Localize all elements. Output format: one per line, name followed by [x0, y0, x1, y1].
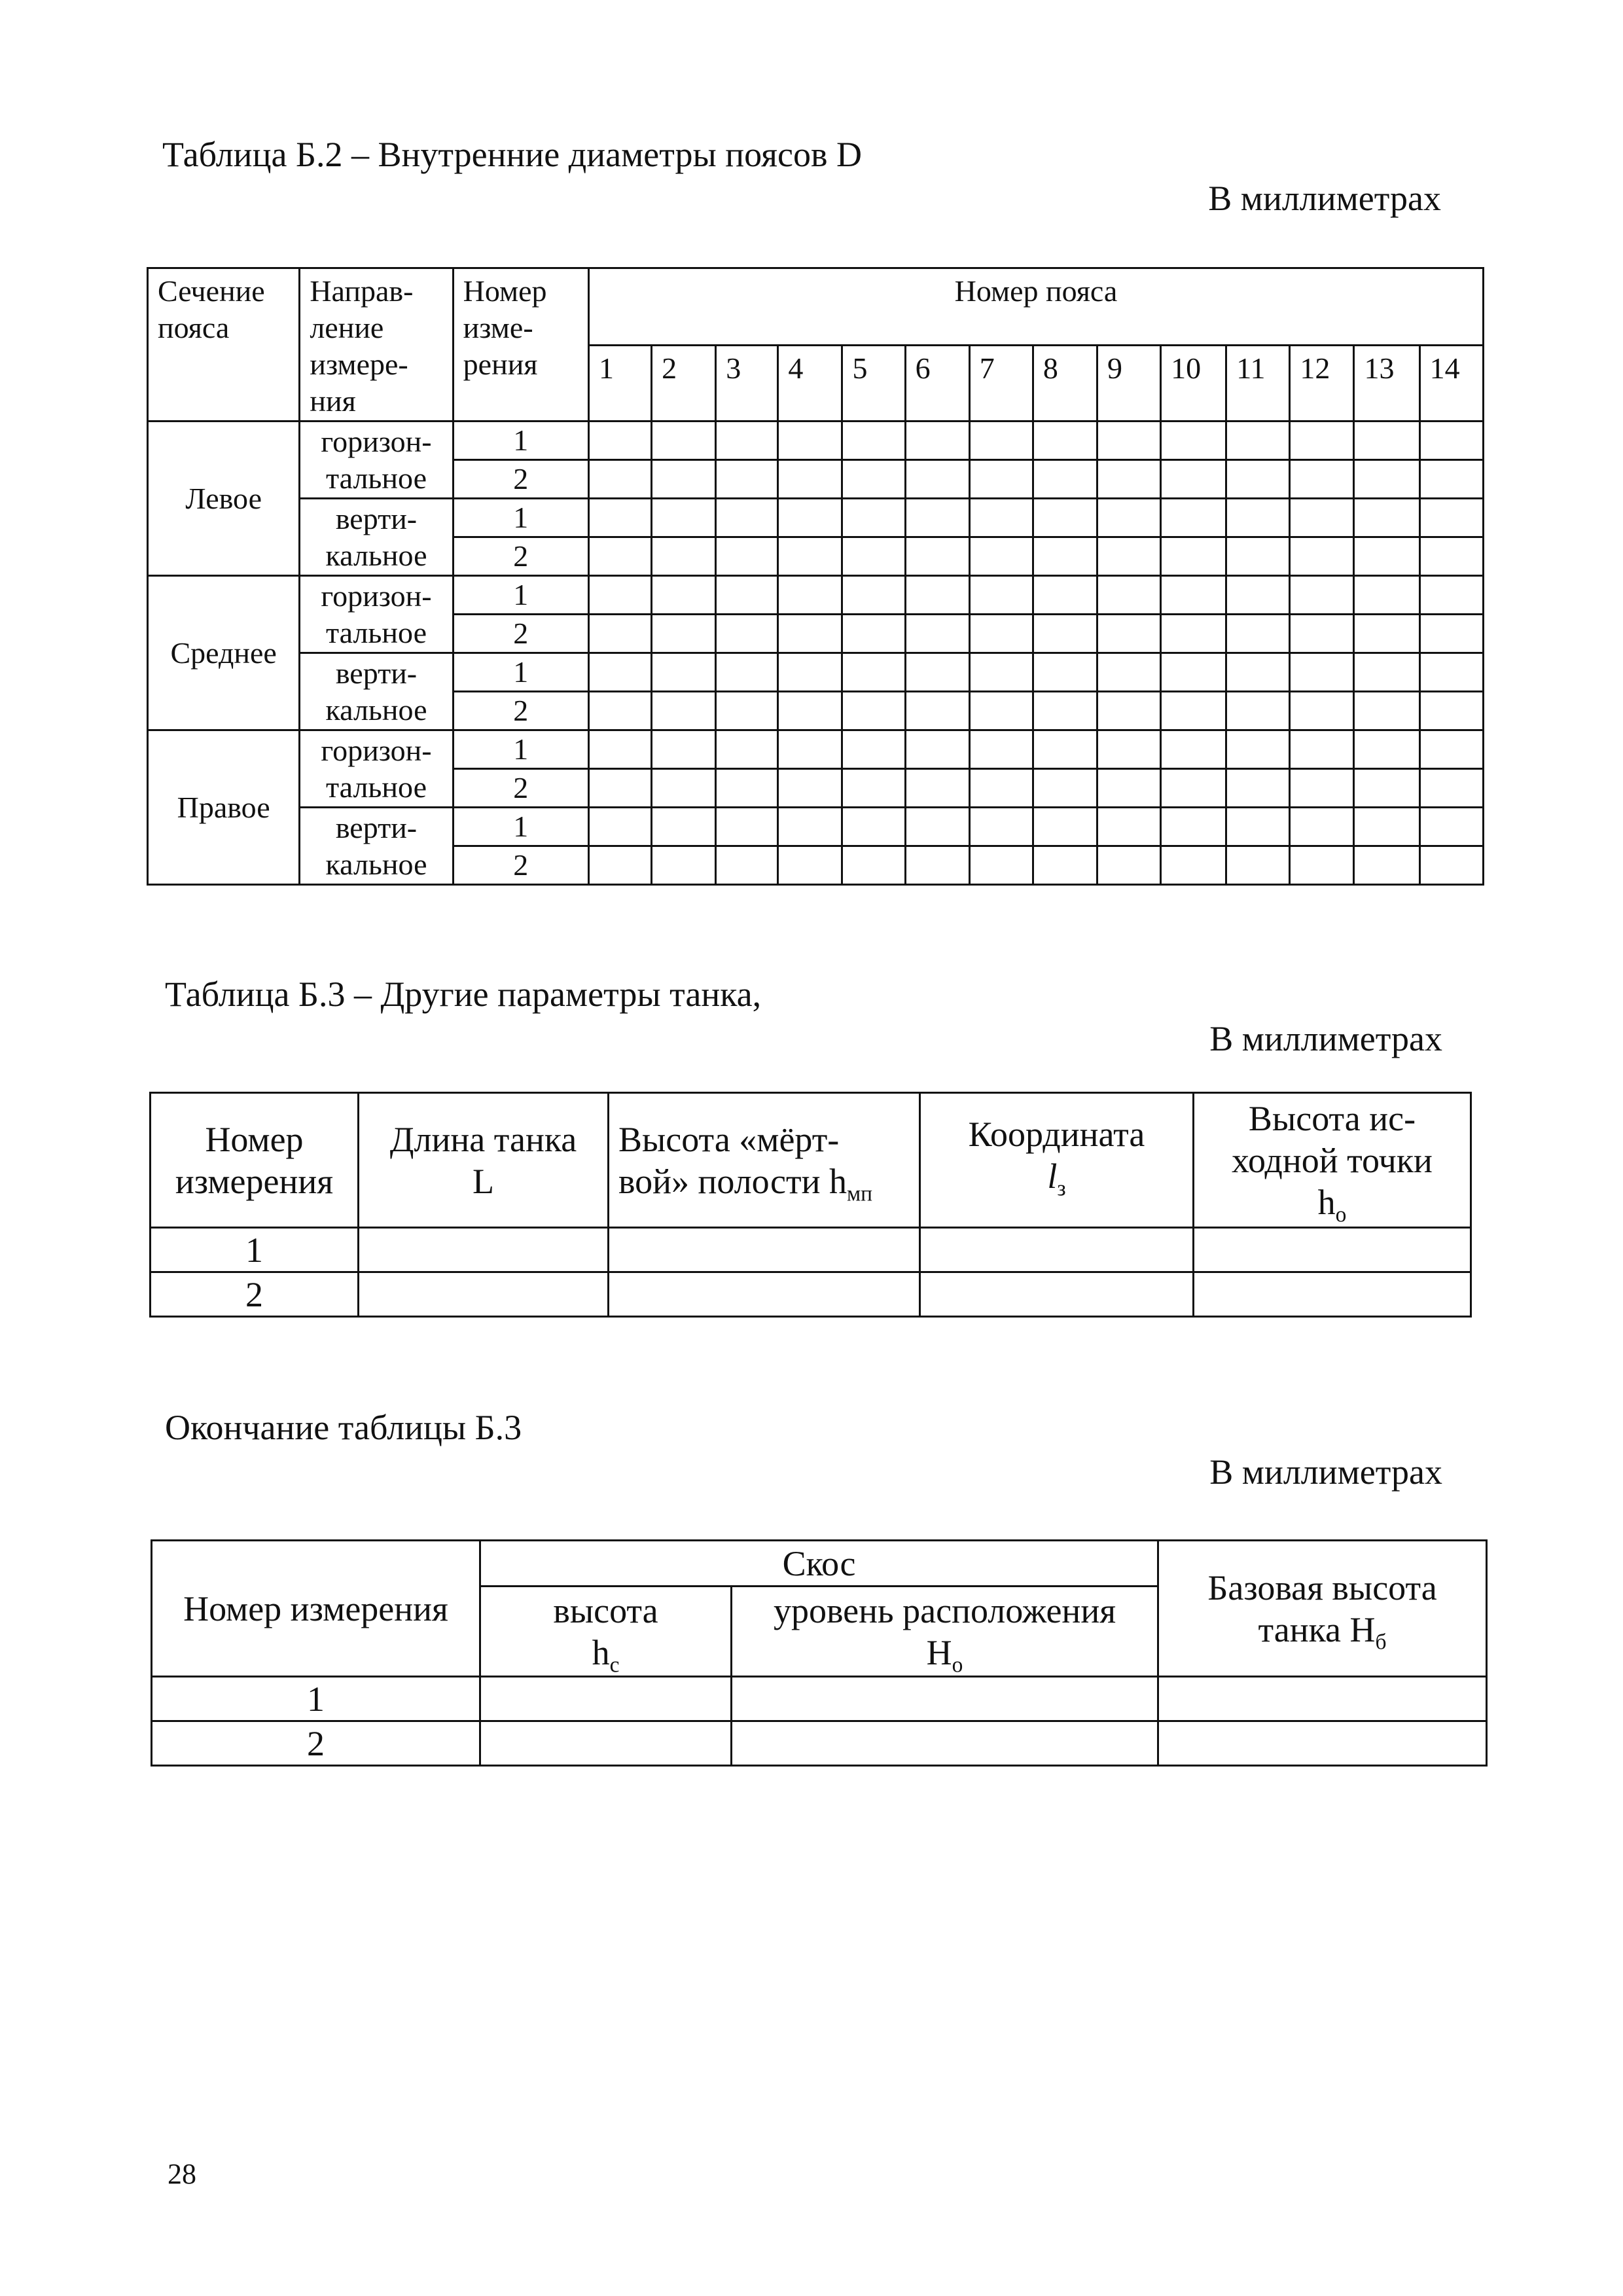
belt-number-2: 2	[652, 346, 716, 422]
empty-cell	[778, 692, 842, 730]
belt-number-8: 8	[1033, 346, 1097, 422]
empty-cell	[842, 537, 905, 576]
empty-cell	[842, 653, 905, 692]
direction-label: верти- кальное	[300, 653, 453, 730]
empty-cell	[652, 576, 716, 615]
empty-cell	[1226, 808, 1290, 846]
empty-cell	[1161, 653, 1226, 692]
empty-cell	[905, 422, 969, 460]
empty-cell	[1354, 576, 1419, 615]
empty-cell	[778, 576, 842, 615]
measurement-number: 2	[453, 460, 588, 499]
empty-cell	[652, 808, 716, 846]
empty-cell	[1161, 460, 1226, 499]
empty-cell	[1290, 692, 1354, 730]
measurement-number: 1	[453, 422, 588, 460]
measurement-number: 1	[453, 730, 588, 769]
table-row: 2	[151, 1272, 1471, 1317]
belt-number-4: 4	[778, 346, 842, 422]
empty-cell	[905, 769, 969, 808]
empty-cell	[1097, 653, 1160, 692]
empty-cell	[1033, 653, 1097, 692]
empty-cell	[1290, 769, 1354, 808]
empty-cell	[652, 499, 716, 537]
measurement-number: 1	[453, 808, 588, 846]
empty-cell	[1033, 422, 1097, 460]
direction-label: горизон- тальное	[300, 730, 453, 808]
table-row	[148, 422, 1484, 460]
empty-cell	[1161, 422, 1226, 460]
empty-cell	[842, 808, 905, 846]
empty-cell	[905, 576, 969, 615]
empty-cell	[1290, 846, 1354, 885]
empty-cell	[778, 422, 842, 460]
empty-cell	[1226, 537, 1290, 576]
empty-cell	[1419, 846, 1483, 885]
empty-cell	[588, 808, 651, 846]
empty-cell	[1033, 730, 1097, 769]
empty-cell	[652, 422, 716, 460]
empty-cell	[716, 615, 778, 653]
empty-cell	[1097, 499, 1160, 537]
empty-cell	[905, 692, 969, 730]
b3-header-coordinate: Координата $l_з$	[920, 1093, 1194, 1228]
table-b2	[147, 267, 1484, 886]
empty-cell	[842, 460, 905, 499]
belt-number-6: 6	[905, 346, 969, 422]
empty-cell	[1033, 537, 1097, 576]
table-row	[148, 808, 1484, 846]
table-row	[148, 730, 1484, 769]
empty-cell	[778, 460, 842, 499]
empty-cell	[1033, 615, 1097, 653]
empty-cell	[1290, 615, 1354, 653]
belt-number-7: 7	[969, 346, 1033, 422]
empty-cell	[1419, 460, 1483, 499]
empty-cell	[969, 422, 1033, 460]
empty-cell	[716, 537, 778, 576]
empty-cell	[842, 422, 905, 460]
measurement-number: 1	[453, 653, 588, 692]
belt-number-13: 13	[1354, 346, 1419, 422]
header-section: Сечение пояса	[148, 268, 300, 422]
empty-cell	[905, 460, 969, 499]
empty-cell	[652, 615, 716, 653]
empty-cell	[1354, 653, 1419, 692]
measurement-number: 2	[453, 692, 588, 730]
empty-cell	[1419, 692, 1483, 730]
empty-cell	[1097, 730, 1160, 769]
measurement-number: 2	[453, 769, 588, 808]
table-b3-end-units: В миллиметрах	[1209, 1452, 1442, 1492]
empty-cell	[1226, 769, 1290, 808]
table-b3-units: В миллиметрах	[1209, 1019, 1442, 1058]
empty-cell	[1419, 537, 1483, 576]
belt-number-14: 14	[1419, 346, 1483, 422]
empty-cell	[1354, 846, 1419, 885]
empty-cell	[969, 692, 1033, 730]
empty-cell	[905, 808, 969, 846]
empty-cell	[588, 730, 651, 769]
belt-number-3: 3	[716, 346, 778, 422]
empty-cell	[842, 769, 905, 808]
empty-cell	[1161, 846, 1226, 885]
empty-cell	[1354, 769, 1419, 808]
empty-cell	[1097, 846, 1160, 885]
empty-cell	[1161, 692, 1226, 730]
belt-number-9: 9	[1097, 346, 1160, 422]
empty-cell	[716, 499, 778, 537]
page-number: 28	[168, 2158, 196, 2190]
empty-cell	[1161, 537, 1226, 576]
belt-number-11: 11	[1226, 346, 1290, 422]
empty-cell	[652, 769, 716, 808]
empty-cell	[588, 653, 651, 692]
empty-cell	[1097, 460, 1160, 499]
empty-cell	[778, 615, 842, 653]
empty-cell	[1419, 653, 1483, 692]
empty-cell	[842, 576, 905, 615]
b3-header-start-point: Высота ис- ходной точки $h_о$	[1194, 1093, 1471, 1228]
empty-cell	[1226, 730, 1290, 769]
empty-cell	[1033, 692, 1097, 730]
b3end-header-number: Номер измерения	[152, 1541, 480, 1677]
empty-cell	[716, 422, 778, 460]
empty-cell	[1354, 692, 1419, 730]
empty-cell	[588, 422, 651, 460]
empty-cell	[652, 537, 716, 576]
table-row	[148, 653, 1484, 692]
empty-cell	[905, 615, 969, 653]
empty-cell	[1419, 769, 1483, 808]
empty-cell	[905, 499, 969, 537]
empty-cell	[716, 460, 778, 499]
table-b3-end	[151, 1539, 1488, 1767]
b3end-header-height: высота $h_с$	[480, 1587, 732, 1677]
table-row: 1	[151, 1228, 1471, 1272]
belt-number-10: 10	[1161, 346, 1226, 422]
belt-number-1: 1	[588, 346, 651, 422]
empty-cell	[1033, 808, 1097, 846]
empty-cell	[652, 846, 716, 885]
empty-cell	[778, 808, 842, 846]
empty-cell	[1226, 499, 1290, 537]
empty-cell	[652, 692, 716, 730]
empty-cell	[1354, 460, 1419, 499]
empty-cell	[1033, 846, 1097, 885]
empty-cell	[1226, 692, 1290, 730]
empty-cell	[1161, 615, 1226, 653]
empty-cell	[969, 808, 1033, 846]
empty-cell	[969, 499, 1033, 537]
empty-cell	[588, 537, 651, 576]
empty-cell	[716, 653, 778, 692]
empty-cell	[1419, 615, 1483, 653]
measurement-number: 2	[453, 846, 588, 885]
b3-header-dead-height: Высота «мёрт- вой» полости $h_{мп}$	[609, 1093, 920, 1228]
empty-cell	[1354, 537, 1419, 576]
empty-cell	[1097, 808, 1160, 846]
empty-cell	[1290, 730, 1354, 769]
empty-cell	[969, 537, 1033, 576]
empty-cell	[1161, 769, 1226, 808]
empty-cell	[842, 846, 905, 885]
table-b3-end-caption: Окончание таблицы Б.3	[165, 1408, 522, 1447]
empty-cell	[588, 692, 651, 730]
empty-cell	[905, 537, 969, 576]
empty-cell	[842, 615, 905, 653]
empty-cell	[588, 499, 651, 537]
empty-cell	[969, 653, 1033, 692]
empty-cell	[1097, 576, 1160, 615]
empty-cell	[905, 846, 969, 885]
empty-cell	[1226, 576, 1290, 615]
b3end-header-level: уровень расположения $H_о$	[732, 1587, 1158, 1677]
table-row	[148, 499, 1484, 537]
table-b3-caption: Таблица Б.3 – Другие параметры танка,	[165, 975, 762, 1014]
empty-cell	[778, 769, 842, 808]
empty-cell	[905, 653, 969, 692]
empty-cell	[716, 730, 778, 769]
empty-cell	[969, 730, 1033, 769]
empty-cell	[1290, 537, 1354, 576]
empty-cell	[778, 653, 842, 692]
measurement-number: 2	[453, 615, 588, 653]
empty-cell	[778, 846, 842, 885]
empty-cell	[1033, 499, 1097, 537]
empty-cell	[1097, 692, 1160, 730]
empty-cell	[1161, 576, 1226, 615]
section-label: Среднее	[148, 576, 300, 730]
table-b2-caption: Таблица Б.2 – Внутренние диаметры поясов D	[162, 135, 862, 174]
table-b2-units: В миллиметрах	[1208, 179, 1441, 218]
direction-label: верти- кальное	[300, 808, 453, 885]
empty-cell	[1354, 422, 1419, 460]
empty-cell	[1290, 460, 1354, 499]
b3-header-number: Номер измерения	[151, 1093, 359, 1228]
b3-header-length: Длина танка L	[359, 1093, 609, 1228]
section-label: Правое	[148, 730, 300, 885]
empty-cell	[716, 808, 778, 846]
table-row	[148, 576, 1484, 615]
empty-cell	[905, 730, 969, 769]
empty-cell	[1419, 808, 1483, 846]
empty-cell	[1033, 769, 1097, 808]
empty-cell	[652, 653, 716, 692]
header-belt-number: Номер пояса	[588, 268, 1483, 346]
empty-cell	[1354, 615, 1419, 653]
empty-cell	[969, 769, 1033, 808]
empty-cell	[1226, 615, 1290, 653]
empty-cell	[1097, 537, 1160, 576]
empty-cell	[1097, 615, 1160, 653]
header-direction: Направ- ление измере- ния	[300, 268, 453, 422]
empty-cell	[1097, 422, 1160, 460]
empty-cell	[588, 615, 651, 653]
direction-label: горизон- тальное	[300, 576, 453, 653]
empty-cell	[1033, 576, 1097, 615]
direction-label: верти- кальное	[300, 499, 453, 576]
header-measurement: Номер изме- рения	[453, 268, 588, 422]
empty-cell	[1419, 422, 1483, 460]
table-row: 2	[152, 1721, 1487, 1766]
empty-cell	[842, 692, 905, 730]
measurement-number: 2	[453, 537, 588, 576]
empty-cell	[1033, 460, 1097, 499]
b3end-header-skos: Скос	[480, 1541, 1158, 1587]
direction-label: горизон- тальное	[300, 422, 453, 499]
empty-cell	[1290, 653, 1354, 692]
empty-cell	[716, 846, 778, 885]
empty-cell	[716, 692, 778, 730]
empty-cell	[588, 769, 651, 808]
empty-cell	[1226, 846, 1290, 885]
table-row: 1	[152, 1677, 1487, 1721]
empty-cell	[1161, 808, 1226, 846]
empty-cell	[1226, 460, 1290, 499]
table-b3	[149, 1092, 1472, 1318]
empty-cell	[1226, 422, 1290, 460]
empty-cell	[969, 576, 1033, 615]
belt-number-12: 12	[1290, 346, 1354, 422]
empty-cell	[1290, 808, 1354, 846]
empty-cell	[1354, 499, 1419, 537]
empty-cell	[778, 499, 842, 537]
empty-cell	[1161, 730, 1226, 769]
empty-cell	[1290, 576, 1354, 615]
empty-cell	[716, 576, 778, 615]
empty-cell	[969, 615, 1033, 653]
empty-cell	[588, 460, 651, 499]
empty-cell	[1354, 730, 1419, 769]
empty-cell	[842, 730, 905, 769]
empty-cell	[1161, 499, 1226, 537]
empty-cell	[652, 460, 716, 499]
empty-cell	[778, 730, 842, 769]
empty-cell	[1419, 499, 1483, 537]
empty-cell	[969, 460, 1033, 499]
empty-cell	[716, 769, 778, 808]
section-label: Левое	[148, 422, 300, 576]
empty-cell	[969, 846, 1033, 885]
empty-cell	[1419, 576, 1483, 615]
empty-cell	[778, 537, 842, 576]
empty-cell	[1290, 422, 1354, 460]
b3end-header-base-height: Базовая высота танка $H_б$	[1158, 1541, 1487, 1677]
empty-cell	[842, 499, 905, 537]
empty-cell	[588, 846, 651, 885]
empty-cell	[1290, 499, 1354, 537]
empty-cell	[1419, 730, 1483, 769]
empty-cell	[1226, 653, 1290, 692]
empty-cell	[1097, 769, 1160, 808]
empty-cell	[588, 576, 651, 615]
empty-cell	[652, 730, 716, 769]
belt-number-5: 5	[842, 346, 905, 422]
measurement-number: 1	[453, 576, 588, 615]
measurement-number: 1	[453, 499, 588, 537]
empty-cell	[1354, 808, 1419, 846]
